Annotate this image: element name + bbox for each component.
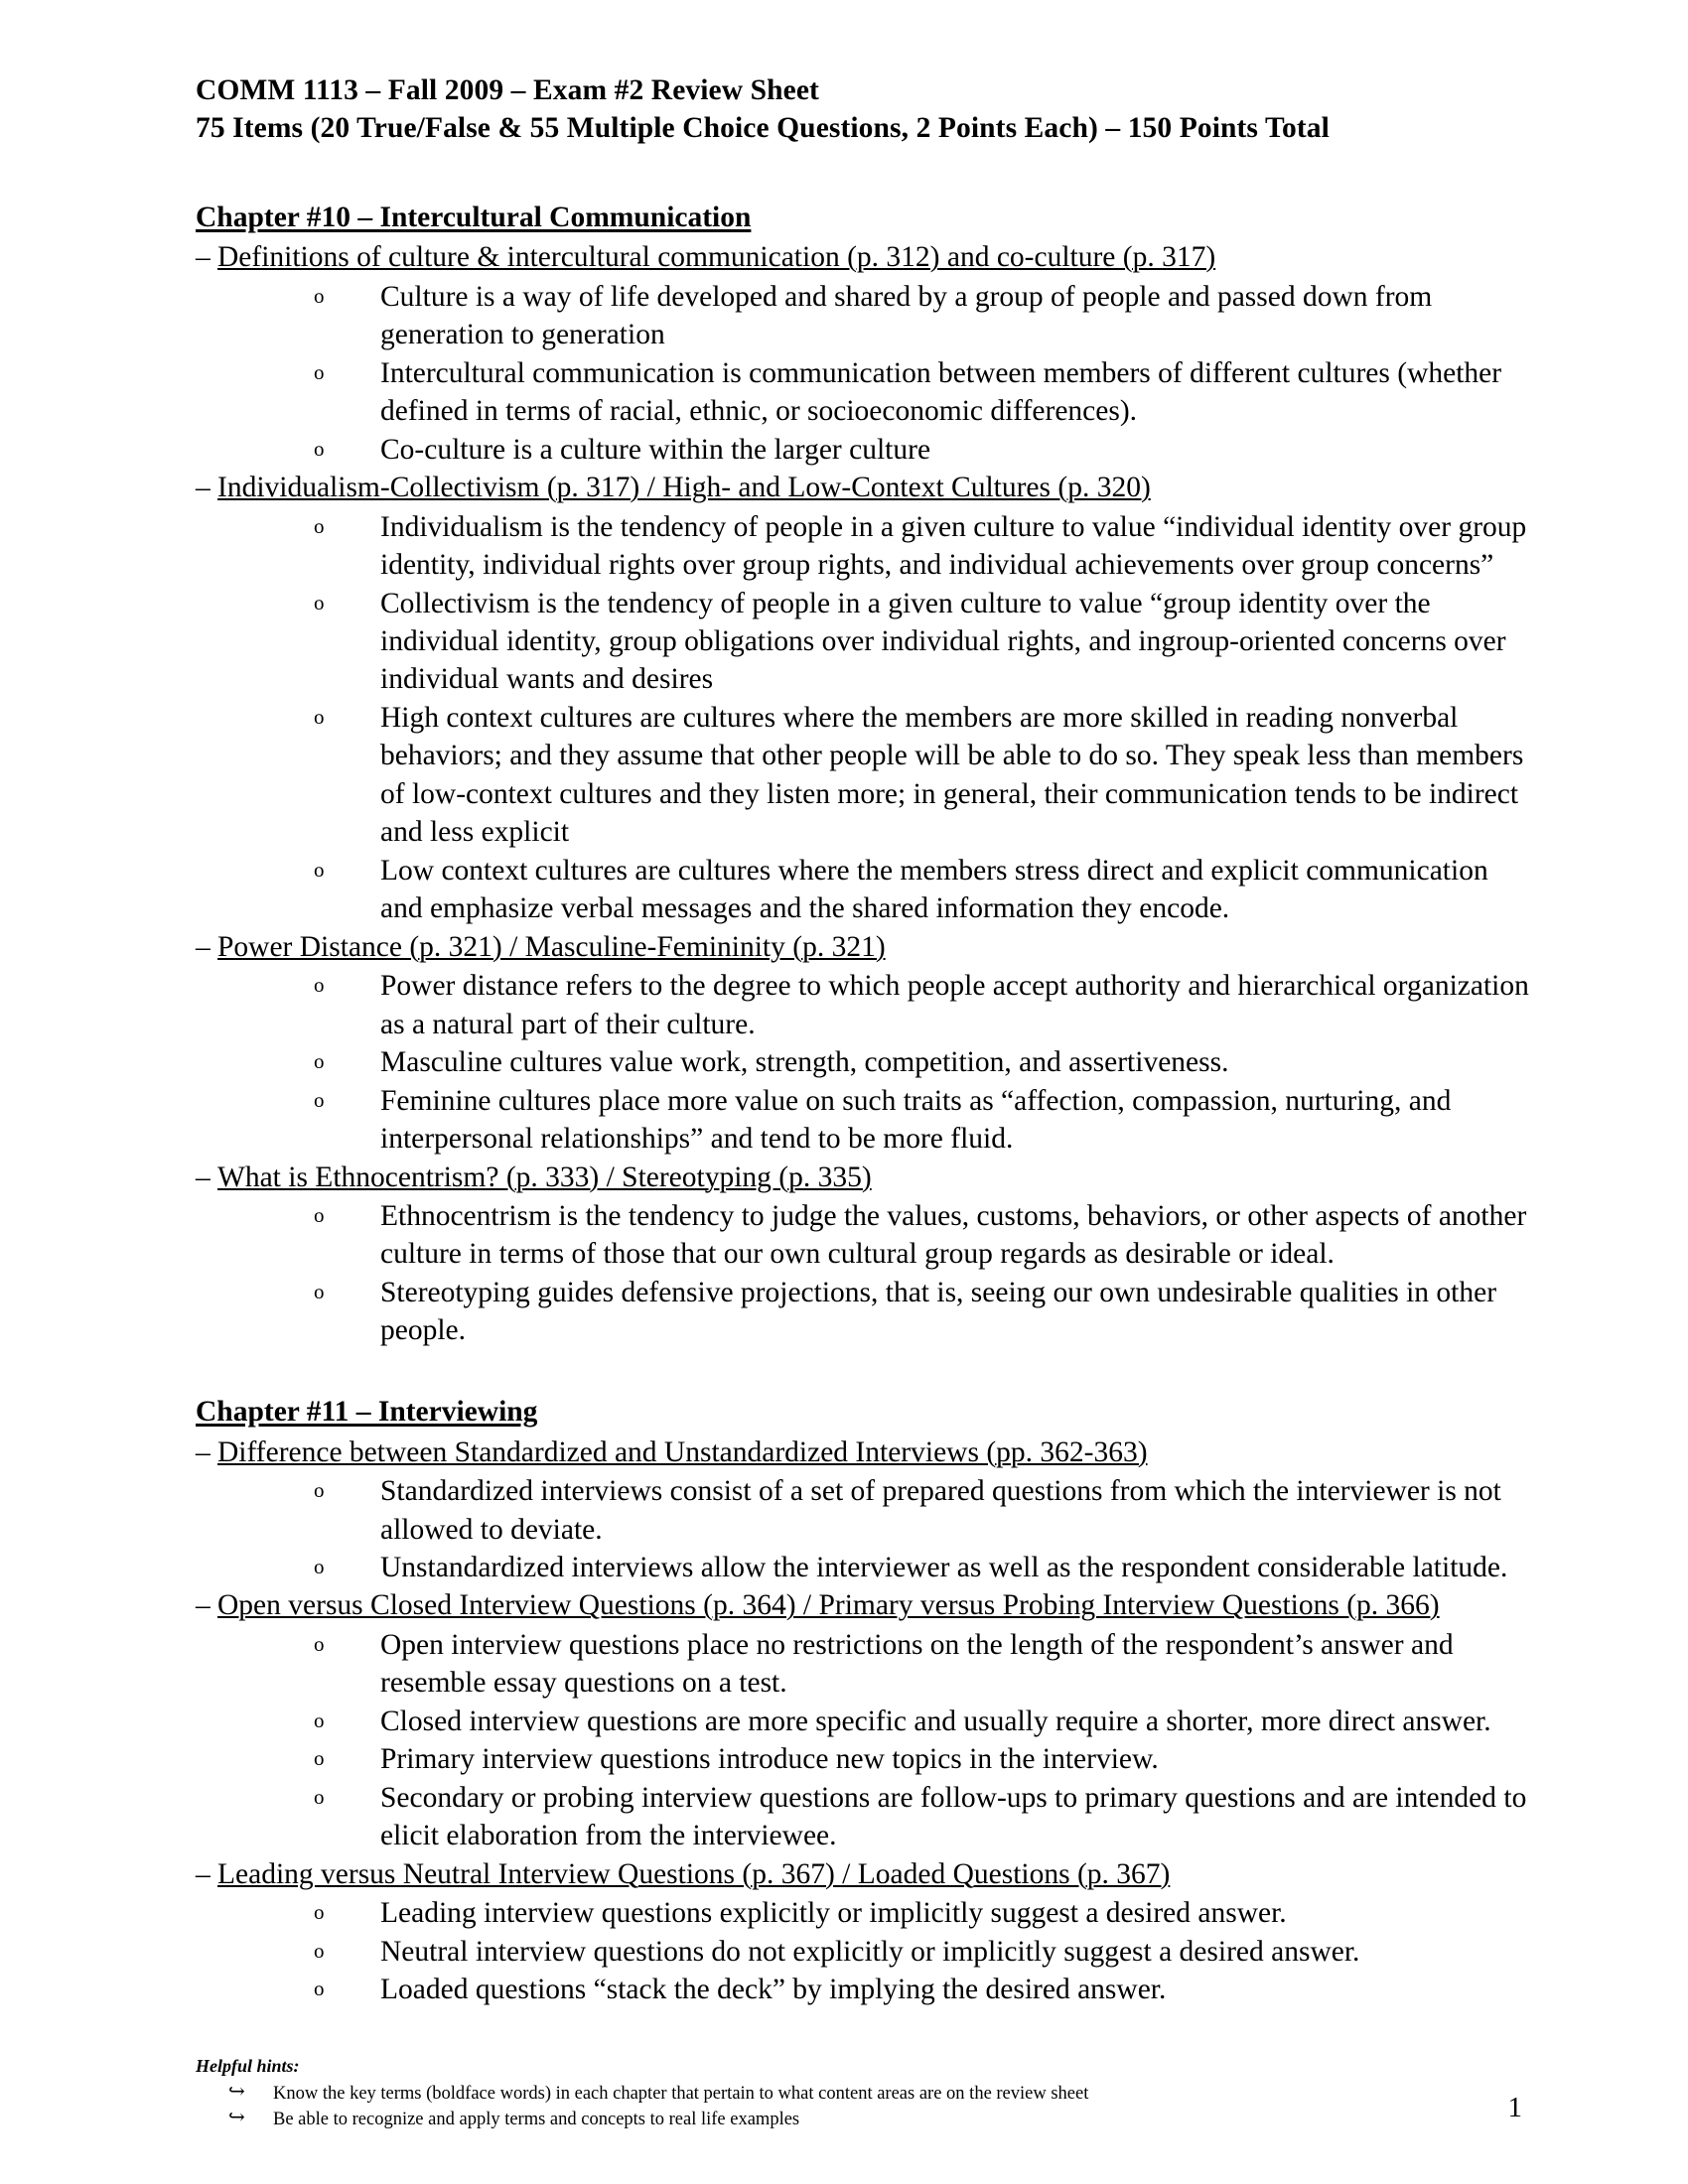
circle-bullet-icon: o — [314, 1977, 325, 2001]
document-title-block — [196, 71, 1529, 148]
hint-item — [196, 2107, 1529, 2132]
bullet-item — [196, 1703, 1529, 1740]
bullet-item — [196, 431, 1529, 469]
chapter-spacer — [196, 1350, 1529, 1394]
page-number: 1 — [1507, 2092, 1522, 2123]
hint-item — [196, 2081, 1529, 2107]
bullet-text: Standardized interviews consist of a set of prepared questions from which the interviewer is not allowed to deviate. — [380, 1475, 1501, 1546]
circle-bullet-icon: o — [314, 590, 325, 614]
topic-item — [196, 1433, 1529, 1471]
topic-item — [196, 1855, 1529, 1893]
bullet-text: Culture is a way of life developed and shared by a group of people and passed down from generation to generation — [380, 280, 1433, 351]
bullet-text: Low context cultures are cultures where the members stress direct and explicit communication and emphasize verbal messages and the shared information they encode. — [380, 854, 1488, 925]
helpful-hints-section — [196, 2055, 1529, 2133]
document-title-line-1: COMM 1113 – Fall 2009 – Exam #2 Review Sheet — [196, 74, 819, 106]
hint-bullet-icon: ↪ — [228, 2080, 245, 2103]
topic-item — [196, 469, 1529, 506]
bullet-item — [196, 1043, 1529, 1081]
circle-bullet-icon: o — [314, 1554, 325, 1578]
bullet-text: Feminine cultures place more value on such traits as “affection, compassion, nurturing, and interpersonal relationships” and tend to be more fluid. — [380, 1084, 1452, 1156]
bullet-text: Open interview questions place no restrictions on the length of the respondent’s answer and resemble essay questions on a test. — [380, 1628, 1454, 1700]
bullet-item — [196, 1082, 1529, 1159]
bullet-text: Co-culture is a culture within the larger culture — [380, 433, 931, 466]
bullet-text: Power distance refers to the degree to which people accept authority and hierarchical organization as a natural part of their culture. — [380, 970, 1529, 1040]
circle-bullet-icon: o — [314, 1784, 325, 1809]
circle-bullet-icon: o — [314, 1707, 325, 1732]
circle-bullet-icon: o — [314, 436, 325, 461]
circle-bullet-icon: o — [314, 1049, 325, 1074]
bullet-text: Closed interview questions are more specific and usually require a shorter, more direct answer. — [380, 1705, 1491, 1737]
dash-bullet-icon: – — [196, 1160, 211, 1193]
bullet-item — [196, 967, 1529, 1043]
bullet-item — [196, 585, 1529, 699]
bullet-text: Ethnocentrism is the tendency to judge the values, customs, behaviors, or other aspects of another culture in terms of those that our own cultural group regards as desirable or ideal. — [380, 1199, 1527, 1271]
bullet-text: Neutral interview questions do not explicitly or implicitly suggest a desired answer. — [380, 1935, 1360, 1968]
hint-text: Be able to recognize and apply terms and concepts to real life examples — [273, 2110, 800, 2130]
chapter-heading-text: Chapter #10 – Intercultural Communication — [196, 201, 752, 233]
circle-bullet-icon: o — [314, 1631, 325, 1656]
topic-heading-text: Open versus Closed Interview Questions (p. 364) / Primary versus Probing Interview Questions (p. 366) — [217, 1589, 1440, 1622]
circle-bullet-icon: o — [314, 857, 325, 882]
bullet-item — [196, 1472, 1529, 1549]
bullet-item — [196, 1894, 1529, 1932]
helpful-hints-list — [196, 2081, 1529, 2133]
topic-item — [196, 238, 1529, 276]
chapter-heading-text: Chapter #11 – Interviewing — [196, 1395, 538, 1428]
bullet-text: Masculine cultures value work, strength, competition, and assertiveness. — [380, 1046, 1229, 1079]
circle-bullet-icon: o — [314, 1478, 325, 1503]
bullet-text: Intercultural communication is communication between members of different cultures (whether defined in terms of racial, ethnic, or socioeconomic differences). — [380, 356, 1502, 428]
bullet-item — [196, 1971, 1529, 2008]
circle-bullet-icon: o — [314, 704, 325, 729]
bullet-item — [196, 699, 1529, 852]
topic-item — [196, 1586, 1529, 1624]
bullet-item — [196, 852, 1529, 928]
circle-bullet-icon: o — [314, 1746, 325, 1771]
circle-bullet-icon: o — [314, 1938, 325, 1963]
topic-heading-text: Difference between Standardized and Unstandardized Interviews (pp. 362-363) — [217, 1435, 1148, 1468]
circle-bullet-icon: o — [314, 1900, 325, 1925]
circle-bullet-icon: o — [314, 1279, 325, 1303]
circle-bullet-icon: o — [314, 359, 325, 384]
bullet-text: Leading interview questions explicitly or implicitly suggest a desired answer. — [380, 1897, 1287, 1930]
bullet-text: Primary interview questions introduce new topics in the interview. — [380, 1743, 1159, 1776]
topic-item — [196, 1159, 1529, 1196]
document-title-line-2: 75 Items (20 True/False & 55 Multiple Choice Questions, 2 Points Each) – 150 Points Total — [196, 112, 1330, 145]
circle-bullet-icon: o — [314, 973, 325, 998]
bullet-item — [196, 1549, 1529, 1586]
dash-bullet-icon: – — [196, 472, 211, 504]
topic-heading-text: Individualism-Collectivism (p. 317) / High- and Low-Context Cultures (p. 320) — [217, 472, 1151, 504]
dash-bullet-icon: – — [196, 1857, 211, 1890]
circle-bullet-icon: o — [314, 283, 325, 308]
dash-bullet-icon: – — [196, 241, 211, 274]
bullet-item — [196, 1197, 1529, 1274]
bullet-item — [196, 1274, 1529, 1350]
bullet-item — [196, 1779, 1529, 1855]
bullet-text: Loaded questions “stack the deck” by implying the desired answer. — [380, 1974, 1167, 2006]
bullet-text: High context cultures are cultures where the members are more skilled in reading nonverbal behaviors; and they assume that other people will be able to do so. They speak less than members of low-context cultures and they listen more; in general, their communication tends to be indirect and less explicit — [380, 701, 1524, 849]
bullet-item — [196, 278, 1529, 354]
topic-heading-text: Leading versus Neutral Interview Questions (p. 367) / Loaded Questions (p. 367) — [217, 1857, 1171, 1890]
topic-heading-text: Definitions of culture & intercultural communication (p. 312) and co-culture (p. 317) — [217, 241, 1216, 274]
bullet-item — [196, 1933, 1529, 1971]
bullet-text: Stereotyping guides defensive projections, that is, seeing our own undesirable qualities in other people. — [380, 1276, 1497, 1347]
bullet-item — [196, 354, 1529, 431]
hint-bullet-icon: ↪ — [228, 2107, 245, 2129]
bullet-text: Individualism is the tendency of people in a given culture to value “individual identity over group identity, individual rights over group rights, and individual achievements over group concerns” — [380, 510, 1527, 582]
topic-item — [196, 928, 1529, 966]
bullet-text: Unstandardized interviews allow the interviewer as well as the respondent considerable latitude. — [380, 1551, 1508, 1583]
chapters-container — [196, 200, 1529, 2009]
dash-bullet-icon: – — [196, 930, 211, 963]
bullet-item — [196, 508, 1529, 585]
helpful-hints-title: Helpful hints: — [196, 2055, 300, 2076]
hint-text: Know the key terms (boldface words) in each chapter that pertain to what content areas are on the review sheet — [273, 2083, 1089, 2104]
bullet-text: Collectivism is the tendency of people in a given culture to value “group identity over the individual identity, group obligations over individual rights, and ingroup-oriented concerns over individual wants and desires — [380, 587, 1506, 696]
topic-heading-text: Power Distance (p. 321) / Masculine-Femininity (p. 321) — [217, 930, 886, 963]
bullet-item — [196, 1626, 1529, 1703]
dash-bullet-icon: – — [196, 1589, 211, 1622]
chapter-heading — [196, 1394, 1529, 1432]
dash-bullet-icon: – — [196, 1435, 211, 1468]
topic-heading-text: What is Ethnocentrism? (p. 333) / Stereotyping (p. 335) — [217, 1160, 872, 1193]
bullet-item — [196, 1740, 1529, 1778]
chapter-heading — [196, 200, 1529, 237]
circle-bullet-icon: o — [314, 1202, 325, 1227]
circle-bullet-icon: o — [314, 513, 325, 538]
circle-bullet-icon: o — [314, 1087, 325, 1112]
bullet-text: Secondary or probing interview questions are follow-ups to primary questions and are intended to elicit elaboration from the interviewee. — [380, 1781, 1527, 1852]
